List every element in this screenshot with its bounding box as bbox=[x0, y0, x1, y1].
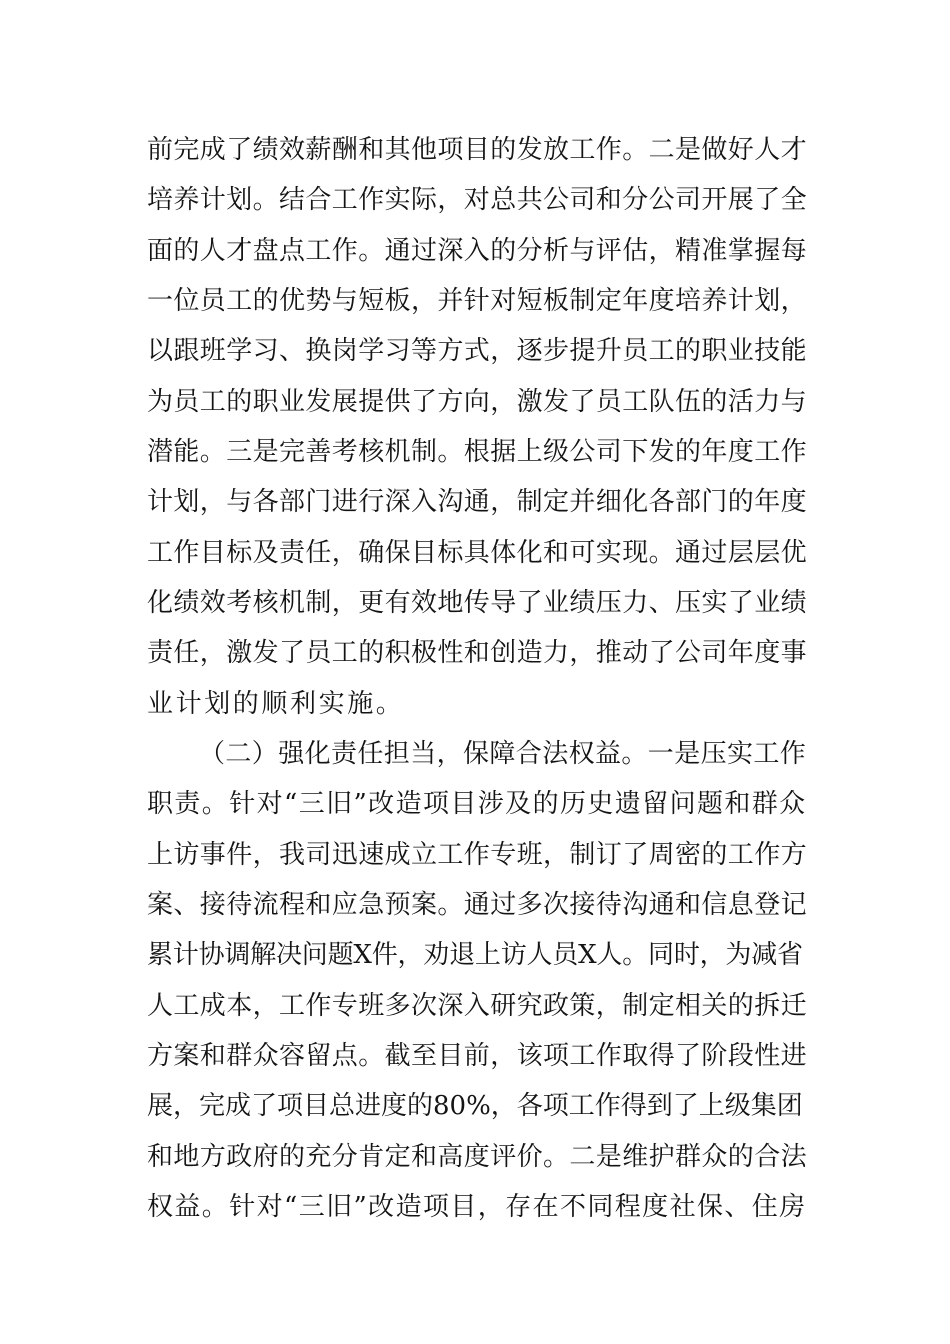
paragraph-heading-line: （二）强化责任担当，保障合法权益。一是压实工作 bbox=[199, 739, 807, 769]
text-line: 化绩效考核机制，更有效地传导了业绩压力、压实了业绩 bbox=[147, 588, 808, 618]
text-line: 上访事件，我司迅速成立工作专班，制订了周密的工作方 bbox=[147, 840, 808, 870]
text-line: 累计协调解决问题X件，劝退上访人员X人。同时，为减省 bbox=[147, 940, 803, 970]
text-line: 计划，与各部门进行深入沟通，制定并细化各部门的年度 bbox=[147, 487, 808, 517]
text-line: 展，完成了项目总进度的80%，各项工作得到了上级集团 bbox=[147, 1091, 803, 1121]
text-line: 潜能。三是完善考核机制。根据上级公司下发的年度工作 bbox=[147, 437, 808, 467]
text-line: 面的人才盘点工作。通过深入的分析与评估，精准掌握每 bbox=[147, 236, 808, 266]
text-line: 责任，激发了员工的积极性和创造力，推动了公司年度事 bbox=[147, 638, 808, 668]
text-line: 工作目标及责任，确保目标具体化和可实现。通过层层优 bbox=[147, 538, 808, 568]
text-line: 人工成本，工作专班多次深入研究政策，制定相关的拆迁 bbox=[147, 991, 808, 1021]
text-line: 案、接待流程和应急预案。通过多次接待沟通和信息登记 bbox=[147, 890, 808, 920]
text-line: 为员工的职业发展提供了方向，激发了员工队伍的活力与 bbox=[147, 387, 808, 417]
text-line: 职责。针对“三旧”改造项目涉及的历史遗留问题和群众 bbox=[147, 789, 807, 819]
text-line: 前完成了绩效薪酬和其他项目的发放工作。二是做好人才 bbox=[147, 135, 808, 165]
text-line: 培养计划。结合工作实际，对总共公司和分公司开展了全 bbox=[147, 185, 808, 215]
text-line: 和地方政府的充分肯定和高度评价。二是维护群众的合法 bbox=[147, 1142, 808, 1172]
text-line: 以跟班学习、换岗学习等方式，逐步提升员工的职业技能 bbox=[147, 336, 808, 366]
text-line: 权益。针对“三旧”改造项目，存在不同程度社保、住房 bbox=[147, 1192, 807, 1222]
text-line: 一位员工的优势与短板，并针对短板制定年度培养计划， bbox=[147, 286, 808, 316]
text-line: 方案和群众容留点。截至目前，该项工作取得了阶段性进 bbox=[147, 1041, 808, 1071]
text-line: 业计划的顺利实施。 bbox=[147, 689, 405, 719]
